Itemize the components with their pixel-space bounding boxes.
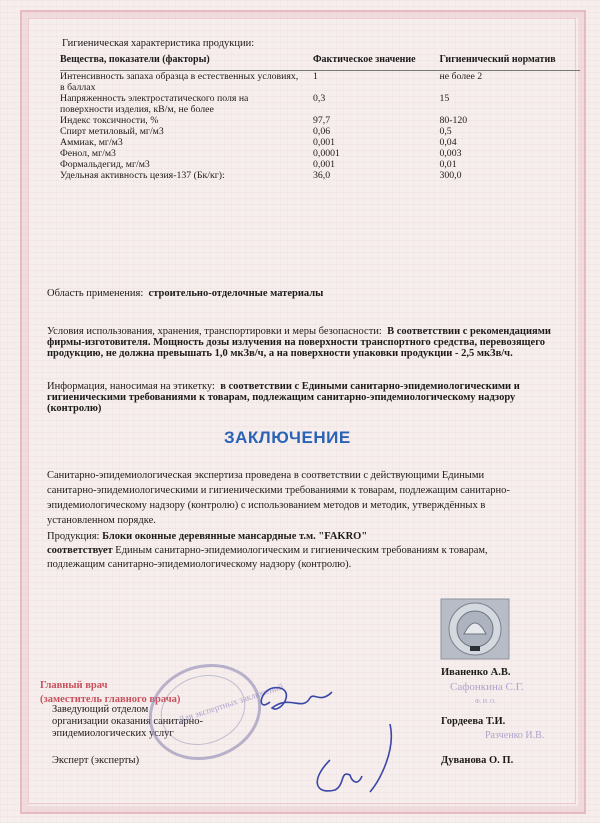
row-substance: Индекс токсичности, % xyxy=(60,115,159,126)
conditions-line3: продукцию, не должна превышать 1,0 мкЗв/ч, а на поверхности упаковки продукции - 2,5 мкЗв/ч. xyxy=(47,348,513,359)
product-block xyxy=(47,530,557,572)
row-actual-value: 0,0001 xyxy=(312,148,340,159)
hologram-seal-icon xyxy=(440,598,510,660)
conclusion-title: ЗАКЛЮЧЕНИЕ xyxy=(224,428,351,447)
row-substance: в баллах xyxy=(60,82,96,93)
table-row xyxy=(60,93,580,104)
department-head-line2: организации оказания санитарно- xyxy=(52,716,204,727)
application-area xyxy=(47,288,323,300)
table-row xyxy=(60,71,580,83)
hygiene-table xyxy=(60,54,580,181)
product-line2: подлежащим санитарно-эпидемиологическому надзору (контролю). xyxy=(47,559,352,570)
label-info-line2: гигиеническими требованиями к товарам, подлежащим санитарно-эпидемиологическому надзору xyxy=(47,392,516,403)
row-actual-value: 1 xyxy=(312,71,318,82)
department-head-line1: Заведующий отделом xyxy=(52,704,149,715)
name-expert: Дуванова О. П. xyxy=(441,755,514,766)
conclusion-line1: Санитарно-эпидемиологическая экспертиза проведена в соответствии с действующими Едиными xyxy=(47,470,485,481)
department-head-line3: эпидемиологических услуг xyxy=(52,728,174,739)
signature-expert-icon xyxy=(300,720,420,800)
row-actual-value: 0,001 xyxy=(312,159,336,170)
row-substance: Формальдегид, мг/м3 xyxy=(60,159,150,170)
row-actual-value: 0,001 xyxy=(312,137,336,148)
name-head-stamp: Разченко И.В. xyxy=(485,730,545,741)
conditions-line2: фирмы-изготовителя. Мощность дозы излучения на поверхности транспортного средства, перевозящего xyxy=(47,337,545,348)
row-norm-value: 0,003 xyxy=(439,148,462,159)
table-row xyxy=(60,104,580,115)
product-line1-rest: Единым санитарно-эпидемиологическим и гигиеническим требованиям к товарам, xyxy=(115,545,488,556)
column-header-substances: Вещества, показатели (факторы) xyxy=(60,54,313,71)
chief-doctor-label: Главный врач xyxy=(40,680,108,691)
conclusion-line3: эпидемиологическому надзору (контролю) с использованием методов и методик, утверждённых в xyxy=(47,500,486,511)
conclusion-block xyxy=(47,468,510,528)
table-row xyxy=(60,148,580,159)
label-info-block xyxy=(47,380,520,416)
column-header-actual: Фактическое значение xyxy=(313,54,439,71)
deputy-label: (заместитель главного врача) xyxy=(40,694,181,705)
row-norm-value: 300,0 xyxy=(439,170,462,181)
table-header-row xyxy=(60,54,580,71)
table-row xyxy=(60,159,580,170)
row-actual-value: 97,7 xyxy=(312,115,331,126)
row-norm-value xyxy=(439,82,580,93)
stamp-text: Для экспертных заключений xyxy=(177,681,285,725)
table-row xyxy=(60,137,580,148)
table-row xyxy=(60,82,580,93)
row-substance: Интенсивность запаха образца в естественных условиях, xyxy=(60,71,299,82)
application-area-label: Область применения: xyxy=(47,288,144,299)
complies-word: соответствует xyxy=(47,545,113,556)
label-info-line3: (контролю) xyxy=(47,403,102,414)
row-actual-value xyxy=(313,82,439,93)
name-chief-stamp: Сафонкина С.Г. xyxy=(450,681,524,693)
table-row xyxy=(60,170,580,181)
row-norm-value: 15 xyxy=(439,93,450,104)
fio-caption: Ф. И. О. xyxy=(475,699,496,705)
conditions-label: Условия использования, хранения, транспортировки и меры безопасности: xyxy=(47,326,382,337)
row-substance: Аммиак, мг/м3 xyxy=(60,137,123,148)
table-row xyxy=(60,115,580,126)
row-actual-value: 0,06 xyxy=(312,126,331,137)
row-norm-value: 0,5 xyxy=(439,126,452,137)
section-header: Гигиеническая характеристика продукции: xyxy=(62,38,255,49)
row-substance: Спирт метиловый, мг/м3 xyxy=(60,126,164,137)
row-actual-value: 0,3 xyxy=(312,93,326,104)
row-norm-value xyxy=(439,104,580,115)
name-chief: Иваненко А.В. xyxy=(441,667,511,678)
row-norm-value: не более 2 xyxy=(439,71,483,82)
row-norm-value: 0,04 xyxy=(439,137,457,148)
row-norm-value: 80-120 xyxy=(439,115,468,126)
column-header-norm: Гигиенический норматив xyxy=(439,54,580,71)
name-head: Гордеева Т.И. xyxy=(441,716,506,727)
conditions-value: В соответствии с рекомендациями xyxy=(387,326,551,337)
row-substance: Фенол, мг/м3 xyxy=(60,148,116,159)
row-substance: Напряженность электростатического поля на xyxy=(60,93,249,104)
row-actual-value xyxy=(313,104,439,115)
signature-chief-icon xyxy=(250,674,340,724)
row-actual-value: 36,0 xyxy=(312,170,331,181)
row-norm-value: 0,01 xyxy=(439,159,457,170)
label-info-value: в соответствии с Едиными санитарно-эпидемиологическими и xyxy=(220,381,520,392)
table-row xyxy=(60,126,580,137)
product-value: Блоки оконные деревянные мансардные т.м. "FAKRO" xyxy=(102,531,368,542)
expert-label: Эксперт (эксперты) xyxy=(52,755,140,766)
conclusion-line2: санитарно-эпидемиологическими и гигиеническими требованиями к товарам, подлежащим санитарно- xyxy=(47,485,510,496)
label-info-label: Информация, наносимая на этикетку: xyxy=(47,381,215,392)
conclusion-line4: установленном порядке. xyxy=(47,515,156,526)
row-substance: Удельная активность цезия-137 (Бк/кг): xyxy=(60,170,225,181)
conditions-block xyxy=(47,325,551,361)
product-label: Продукция: xyxy=(47,531,100,542)
application-area-value: строительно-отделочные материалы xyxy=(148,288,324,299)
row-substance: поверхности изделия, кВ/м, не более xyxy=(60,104,214,115)
